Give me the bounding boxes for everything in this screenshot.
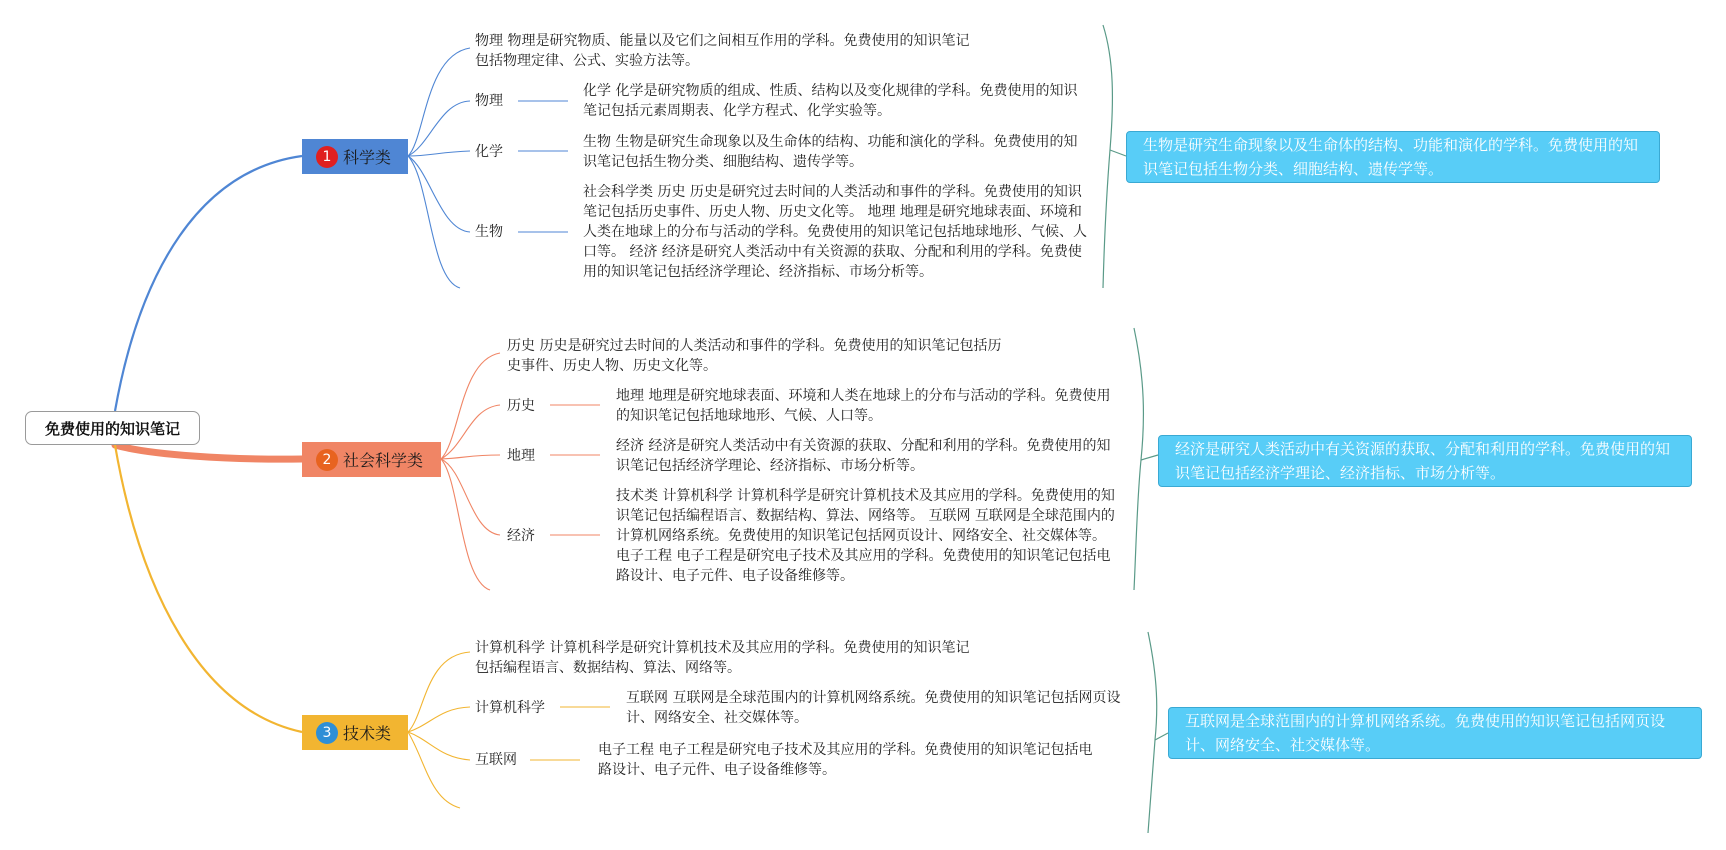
tech-intro-text: 计算机科学 计算机科学是研究计算机技术及其应用的学科。免费使用的知识笔记包括编程语言、数据结构、算法、网络等。 [475, 640, 970, 676]
category-label: 技术类 [343, 724, 392, 743]
social-child-text: 经济 经济是研究人类活动中有关资源的获取、分配和利用的学科。免费使用的知识笔记包括经济学理论、经济指标、市场分析等。 [616, 438, 1111, 474]
science-child-label[interactable]: 生物 [475, 224, 503, 240]
social-child-label[interactable]: 地理 [507, 448, 535, 464]
category-number-badge: 1 [316, 146, 338, 168]
social-child-text: 地理 地理是研究地球表面、环境和人类在地球上的分布与活动的学科。免费使用的知识笔记包括地球地形、气候、人口等。 [616, 388, 1111, 424]
social-intro-text: 历史 历史是研究过去时间的人类活动和事件的学科。免费使用的知识笔记包括历史事件、历史人物、历史文化等。 [507, 338, 1002, 374]
category-label: 科学类 [343, 148, 392, 167]
category-label: 社会科学类 [343, 451, 424, 470]
tech-child-label[interactable]: 互联网 [475, 752, 517, 768]
social-child-label[interactable]: 经济 [507, 528, 535, 544]
root-node[interactable] [25, 411, 200, 445]
category-social-node[interactable] [302, 442, 441, 477]
category-number-badge: 3 [316, 722, 338, 744]
social-summary-callout[interactable]: 经济是研究人类活动中有关资源的获取、分配和利用的学科。免费使用的知识笔记包括经济学理论、经济指标、市场分析等。 [1158, 435, 1692, 487]
social-child-text: 技术类 计算机科学 计算机科学是研究计算机技术及其应用的学科。免费使用的知识笔记包括编程语言、数据结构、算法、网络等。 互联网 互联网是全球范围内的计算机网络系统。免费使用的知识笔记包括网页设计、网络安全、社交媒体等。 电子工程 电子工程是研究电子技术及其应用的学科。免费使用的知识笔记包括电路设计、电子元件、电子设备维修等。 [616, 488, 1115, 584]
tech-child-text: 电子工程 电子工程是研究电子技术及其应用的学科。免费使用的知识笔记包括电路设计、电子元件、电子设备维修等。 [598, 742, 1093, 778]
science-child-label[interactable]: 化学 [475, 144, 503, 160]
science-intro-text: 物理 物理是研究物质、能量以及它们之间相互作用的学科。免费使用的知识笔记包括物理定律、公式、实验方法等。 [475, 33, 970, 69]
science-summary-callout[interactable]: 生物是研究生命现象以及生命体的结构、功能和演化的学科。免费使用的知识笔记包括生物分类、细胞结构、遗传学等。 [1126, 131, 1660, 183]
category-number-badge: 2 [316, 449, 338, 471]
tech-summary-callout[interactable]: 互联网是全球范围内的计算机网络系统。免费使用的知识笔记包括网页设计、网络安全、社交媒体等。 [1168, 707, 1702, 759]
social-child-label[interactable]: 历史 [507, 398, 535, 414]
science-child-text: 生物 生物是研究生命现象以及生命体的结构、功能和演化的学科。免费使用的知识笔记包括生物分类、细胞结构、遗传学等。 [583, 134, 1078, 170]
science-child-text: 社会科学类 历史 历史是研究过去时间的人类活动和事件的学科。免费使用的知识笔记包括历史事件、历史人物、历史文化等。 地理 地理是研究地球表面、环境和人类在地球上的分布与活动的学科。免费使用的知识笔记包括地球地形、气候、人口等。 经济 经济是研究人类活动中有关资源的获取、分配和利用的学科。免费使用的知识笔记包括经济学理论、经济指标、市场分析等。 [583, 184, 1087, 280]
tech-child-label[interactable]: 计算机科学 [475, 700, 545, 716]
tech-child-text: 互联网 互联网是全球范围内的计算机网络系统。免费使用的知识笔记包括网页设计、网络安全、社交媒体等。 [626, 690, 1121, 726]
root-label: 免费使用的知识笔记 [44, 419, 180, 438]
science-child-label[interactable]: 物理 [475, 93, 503, 109]
science-child-text: 化学 化学是研究物质的组成、性质、结构以及变化规律的学科。免费使用的知识笔记包括元素周期表、化学方程式、化学实验等。 [583, 83, 1078, 119]
category-science-node[interactable] [302, 139, 408, 174]
category-tech-node[interactable] [302, 715, 408, 750]
